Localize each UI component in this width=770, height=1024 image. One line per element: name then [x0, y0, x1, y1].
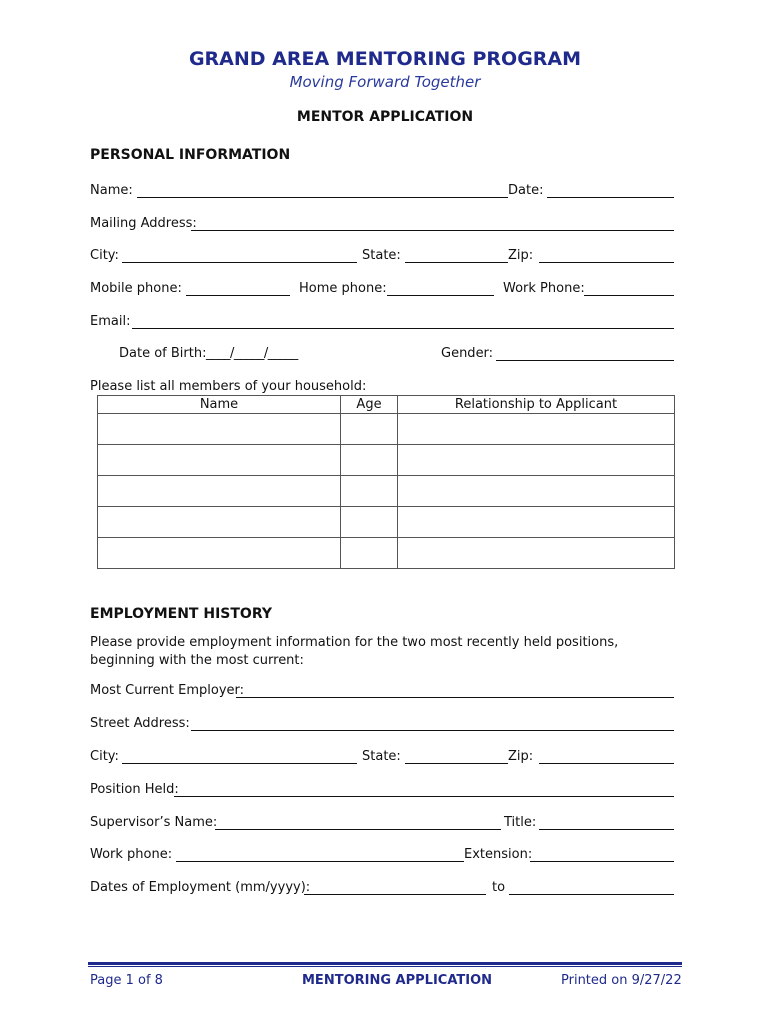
- name-field[interactable]: [137, 197, 508, 198]
- employer-work-phone-field[interactable]: [176, 861, 464, 862]
- name-label: Name:: [90, 183, 133, 198]
- gender-field[interactable]: [496, 360, 674, 361]
- household-age-cell[interactable]: [341, 445, 398, 476]
- employer-state-label: State:: [362, 749, 401, 764]
- dob-field[interactable]: [206, 346, 298, 361]
- printed-date: Printed on 9/27/22: [561, 973, 682, 988]
- city-field[interactable]: [122, 262, 357, 263]
- employment-history-heading: EMPLOYMENT HISTORY: [90, 606, 272, 622]
- employer-zip-field[interactable]: [539, 763, 674, 764]
- household-relationship-cell[interactable]: [398, 507, 675, 538]
- table-row: [98, 414, 675, 445]
- dob-separator: /: [230, 346, 234, 361]
- dates-of-employment-label: Dates of Employment (mm/yyyy):: [90, 880, 311, 895]
- household-prompt: Please list all members of your household:: [90, 379, 367, 394]
- household-age-cell[interactable]: [341, 476, 398, 507]
- employer-city-label: City:: [90, 749, 119, 764]
- employment-end-field[interactable]: [509, 894, 674, 895]
- street-address-field[interactable]: [191, 730, 674, 731]
- household-relationship-cell[interactable]: [398, 476, 675, 507]
- household-name-cell[interactable]: [98, 476, 341, 507]
- form-title: MENTOR APPLICATION: [296, 109, 474, 125]
- work-phone-label: Work Phone:: [503, 281, 585, 296]
- household-col-name: Name: [98, 396, 341, 414]
- household-relationship-cell[interactable]: [398, 445, 675, 476]
- mobile-phone-field[interactable]: [186, 295, 290, 296]
- program-title: GRAND AREA MENTORING PROGRAM: [188, 48, 582, 70]
- employer-field[interactable]: [236, 697, 674, 698]
- table-row: [98, 507, 675, 538]
- state-label: State:: [362, 248, 401, 263]
- employer-work-phone-label: Work phone:: [90, 847, 173, 862]
- household-name-cell[interactable]: [98, 414, 341, 445]
- mailing-address-label: Mailing Address:: [90, 216, 197, 231]
- position-held-field[interactable]: [174, 796, 674, 797]
- mobile-phone-label: Mobile phone:: [90, 281, 182, 296]
- household-name-cell[interactable]: [98, 507, 341, 538]
- employment-intro: Please provide employment information for the two most recently held positions, beginning with the most current:: [90, 635, 619, 668]
- email-field[interactable]: [132, 328, 674, 329]
- supervisor-name-field[interactable]: [215, 829, 501, 830]
- zip-field[interactable]: [539, 262, 674, 263]
- street-address-label: Street Address:: [90, 716, 190, 731]
- household-name-cell[interactable]: [98, 445, 341, 476]
- household-name-cell[interactable]: [98, 538, 341, 569]
- employer-label: Most Current Employer:: [90, 683, 245, 698]
- home-phone-field[interactable]: [387, 295, 494, 296]
- employment-start-field[interactable]: [304, 894, 486, 895]
- dob-separator: /: [263, 346, 268, 361]
- date-label: Date:: [508, 183, 544, 198]
- footer-rule: [88, 962, 682, 965]
- dob-month-blank: ____: [206, 346, 230, 361]
- zip-label: Zip:: [508, 248, 534, 263]
- date-field[interactable]: [547, 197, 674, 198]
- gender-label: Gender:: [441, 346, 494, 361]
- household-age-cell[interactable]: [341, 414, 398, 445]
- state-field[interactable]: [405, 262, 508, 263]
- table-row: [98, 445, 675, 476]
- dob-label: Date of Birth:: [119, 346, 207, 361]
- dob-year-blank: _____: [267, 346, 298, 361]
- supervisor-title-label: Title:: [504, 815, 537, 830]
- footer-rule-thin: [88, 966, 682, 967]
- household-age-cell[interactable]: [341, 538, 398, 569]
- extension-field[interactable]: [530, 861, 674, 862]
- supervisor-title-field[interactable]: [539, 829, 674, 830]
- table-row: [98, 538, 675, 569]
- position-held-label: Position Held:: [90, 782, 179, 797]
- household-table: [97, 395, 675, 569]
- page-number: Page 1 of 8: [90, 973, 163, 988]
- program-tagline: Moving Forward Together: [289, 73, 481, 91]
- footer-form-name: MENTORING APPLICATION: [302, 973, 493, 988]
- extension-label: Extension:: [464, 847, 533, 862]
- city-label: City:: [90, 248, 119, 263]
- employer-zip-label: Zip:: [508, 749, 534, 764]
- work-phone-field[interactable]: [584, 295, 674, 296]
- personal-info-heading: PERSONAL INFORMATION: [90, 147, 291, 163]
- mailing-address-field[interactable]: [191, 230, 674, 231]
- supervisor-name-label: Supervisor’s Name:: [90, 815, 218, 830]
- dob-day-blank: _____: [233, 346, 264, 361]
- home-phone-label: Home phone:: [299, 281, 387, 296]
- table-row: [98, 476, 675, 507]
- email-label: Email:: [90, 314, 131, 329]
- employer-state-field[interactable]: [405, 763, 508, 764]
- household-relationship-cell[interactable]: [398, 414, 675, 445]
- employment-to-label: to: [492, 880, 506, 895]
- household-col-age: Age: [341, 396, 398, 414]
- employer-city-field[interactable]: [122, 763, 357, 764]
- household-relationship-cell[interactable]: [398, 538, 675, 569]
- household-age-cell[interactable]: [341, 507, 398, 538]
- household-col-relationship: Relationship to Applicant: [398, 396, 675, 414]
